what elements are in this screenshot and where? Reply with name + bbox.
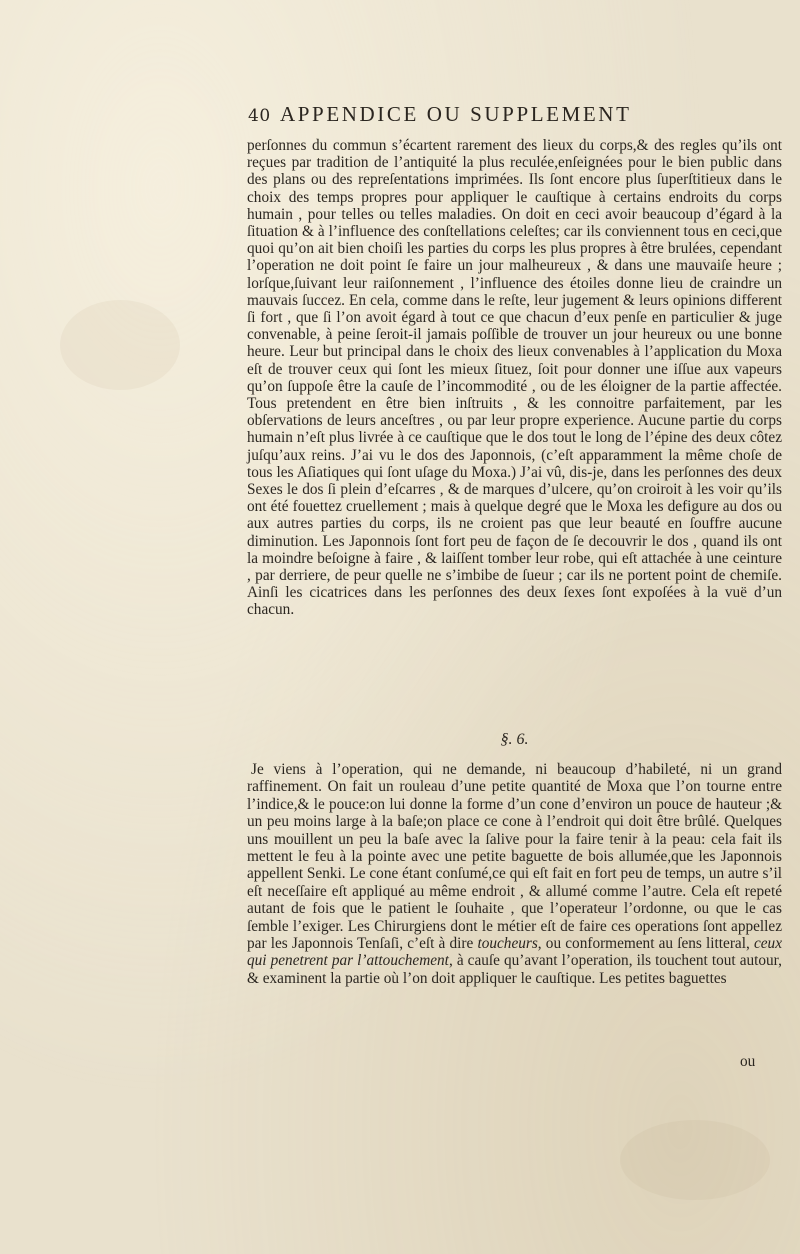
paragraph-text: Je viens à l’operation, qui ne demande, ni beaucoup d’habileté, ni un grand raffinement. On fait un rouleau d’une petite quantité de Moxa que l’on tourne entre l’indice,& le pouce:on lui donne la forme d’un cone d’environ un pouce de hauteur ;& un peu moins large à la baſe;on place ce cone à l’endroit qui doit être brûlé. Quelques uns mouillent un peu la baſe avec la ſalive pour la faire tenir à la peau: cela fait ils mettent le feu à la pointe avec une petite baguette de bois allumée,que les Japonnois appellent Senki. Le cone étant conſumé,ce qui eſt fait en fort peu de temps, un autre s’il eſt neceſſaire eſt appliqué au même endroit , & allumé comme l’autre. Cela eſt repeté autant de fois que le patient le ſouhaite , que l’operateur l’ordonne, ou que le cas ſemble l’exiger. Les Chirurgiens dont le métier eſt de faire ces operations ſont appellez par les Japonnois Tenſaſi, c’eſt à dire bbox=[247, 761, 782, 953]
running-title: APPENDICE OU SUPPLEMENT bbox=[280, 102, 632, 126]
text-block-lower bbox=[247, 761, 782, 987]
running-head bbox=[248, 102, 800, 136]
catchword: ou bbox=[740, 1053, 756, 1070]
section-heading: §. 6. bbox=[500, 731, 529, 748]
italic-term: toucheurs bbox=[477, 935, 538, 953]
page-number: 40 bbox=[248, 106, 271, 126]
paragraph-text: , à cauſe qu’avant l’operation, ils touchent tout autour, & examinent la partie où l’on doit appliquer le cauſtique. Les petites baguettes bbox=[247, 952, 782, 987]
paragraph-text: , ou conformement au ſens litteral, bbox=[537, 935, 750, 953]
text-block-upper bbox=[247, 137, 782, 619]
paragraph-operation bbox=[247, 761, 782, 987]
paper-stain bbox=[60, 300, 180, 390]
paragraph-continued: perſonnes du commun s’écartent rarement des lieux du corps,& des regles qu’ils ont reçues par tradition de l’antiquité la plus reculée,enſeignées pour le bien public dans des plans ou des repreſentations imprimées. Ils ſont encore plus ſuperſtitieux dans le choix des temps propres pour appliquer le cauſtique à certains endroits du corps humain , pour telles ou telles maladies. On doit en ceci avoir beaucoup d’égard à la ſituation & à l’influence des conſtellations celeſtes; car ils conviennent tous en ceci,que quoi qu’on ait bien choiſi les parties du corps les plus propres à être brulées, cependant l’operation ne doit point ſe faire un jour malheureux , & dans une mauvaiſe heure ; lorſque,ſuivant leur raiſonnement , l’influence des étoiles donne lieu de craindre un mauvais ſuccez. En cela, comme dans le reſte, leur jugement & leurs opinions different ſi fort , que ſi l’on avoit égard à tout ce que chacun d’eux penſe en particulier & juge convenable, à peine ſeroit-il jamais poſſible de trouver un jour heureux ou une bonne heure. Leur but principal dans le choix des lieux convenables à l’application du Moxa eſt de trouver ceux qui ſont les mieux ſituez, ſoit pour donner une iſſue aux vapeurs qu’on ſuppoſe être la cauſe de l’incommodité , ou de les éloigner de la partie affectée. Tous pretendent en être bien inſtruits , & les connoitre parfaitement, par les obſervations de leurs anceſtres , ou par leur propre experience. Aucune partie du corps humain n’eſt plus livrée à ce cauſtique que le dos tout le long de l’épine des deux côtez juſqu’aux reins. J’ai vu le dos des Japonnois, (c’eſt apparamment la même choſe de tous les Aſiatiques qui ſont uſage du Moxa.) J’ai vû, dis-je, dans les perſonnes des deux Sexes le dos ſi plein d’eſcarres , & de marques d’ulcere, qu’on croiroit à les voir qu’ils ont été fouettez cruellement ; mais à quelque degré que le Moxa les defigure au dos ou aux autres parties du corps, ils ne croient pas que leur beauté en ſouffre aucune diminution. Les Japonnois ſont fort peu de façon de ſe decouvrir le dos , quand ils ont la moindre beſoigne à faire , & laiſſent tomber leur robe, qui eſt attachée à une ceinture , par derriere, de peur quelle ne s’imbibe de ſueur ; car ils ne portent point de chemiſe. Ainſi les cicatrices dans les perſonnes des deux ſexes ſont expoſées à la vuë d’un chacun. bbox=[247, 137, 782, 619]
italic-term: ceux qui penetrent par l’attouchement bbox=[247, 935, 782, 970]
paper-stain bbox=[620, 1120, 770, 1200]
